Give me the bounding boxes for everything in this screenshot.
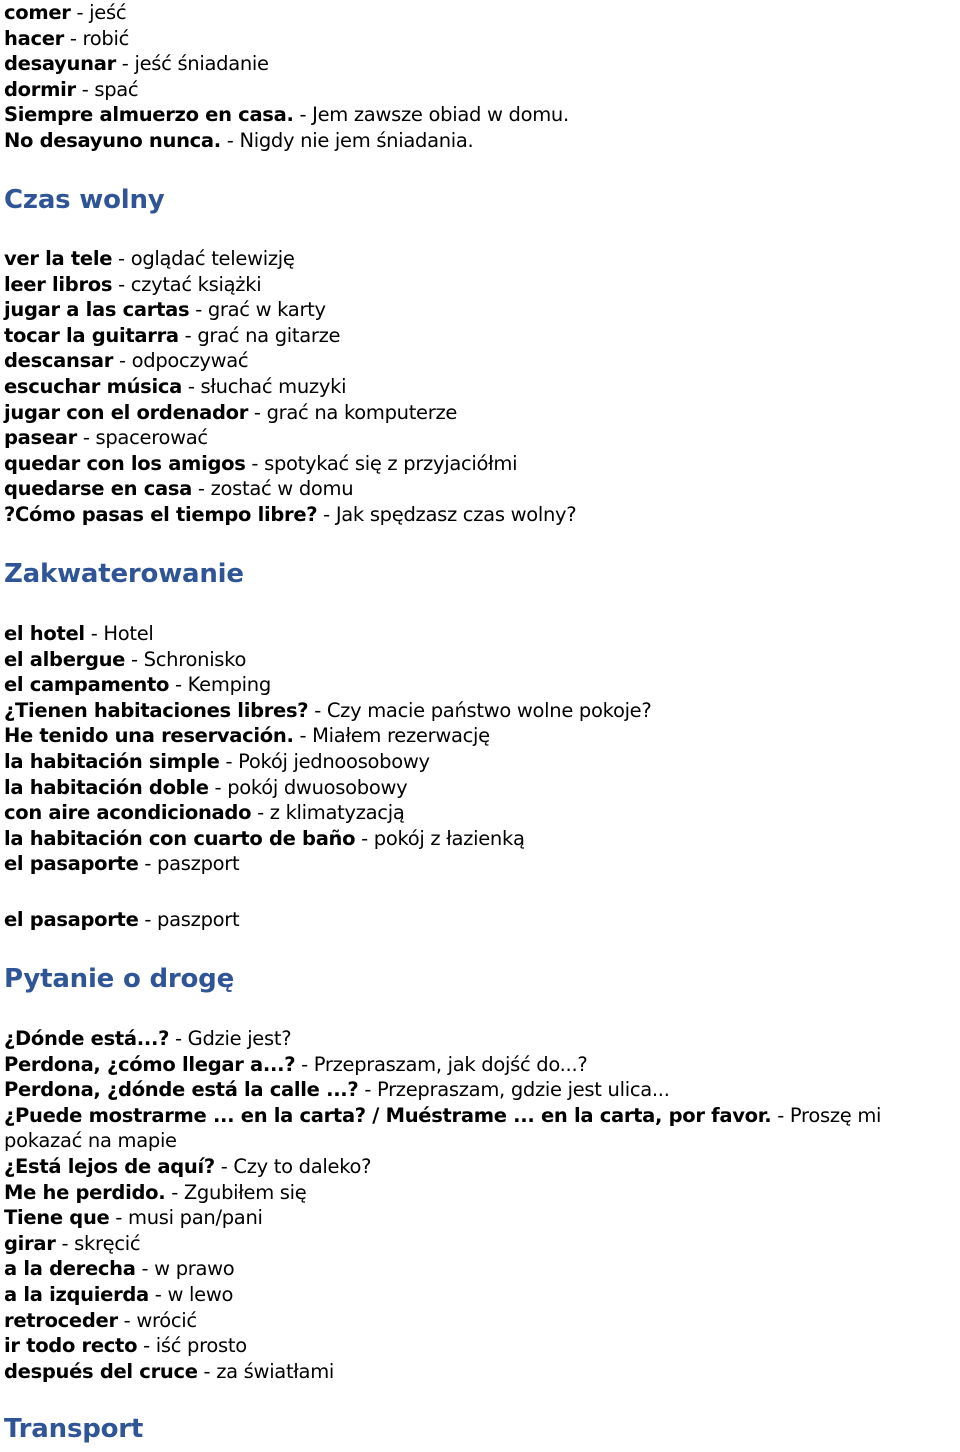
spanish-term: jugar con el ordenador [4,400,249,424]
spanish-term: la habitación con cuarto de baño [4,826,356,850]
separator: - [214,1154,234,1178]
vocab-row [4,128,960,154]
spanish-term: Perdona, ¿dónde está la calle ...? [4,1078,359,1102]
separator: - [55,1231,75,1255]
polish-translation: spacerować [95,426,208,450]
separator: - [165,1180,184,1204]
vocab-row [4,348,960,374]
spanish-term: quedarse en casa [4,477,193,501]
spanish-term: hacer [4,26,64,50]
polish-translation: Jak spędzasz czas wolny? [335,502,577,526]
separator: - [208,775,228,799]
vocab-row [4,1052,960,1078]
spanish-term: Siempre almuerzo en casa. [4,103,294,127]
spanish-term: ¿Puede mostrarme ... en la carta? / Muéstrame ... en la carta, por favor. [4,1103,772,1127]
spanish-term: ¿Está lejos de aquí? [4,1154,215,1178]
polish-translation: Hotel [103,622,154,645]
vocab-row [4,775,960,801]
vocab-row [4,1154,960,1180]
spanish-term: el hotel [4,622,85,645]
polish-translation: Jem zawsze obiad w domu. [312,103,569,127]
polish-translation: grać na gitarze [197,323,341,347]
polish-translation: Kemping [187,673,271,697]
separator: - [125,647,144,671]
spanish-term: el campamento [4,673,170,697]
vocab-row [4,1103,960,1154]
vocab-row [4,77,960,103]
polish-translation: Gdzie jest? [187,1027,292,1050]
polish-translation: w lewo [167,1282,234,1306]
polish-translation: Schronisko [143,647,247,671]
spanish-term: jugar a las cartas [4,298,190,322]
separator: - [251,801,270,825]
vocab-row [4,621,960,647]
separator: - [112,272,131,296]
separator: - [293,103,313,127]
spanish-term: desayunar [4,52,116,76]
polish-translation: słuchać muzyki [200,374,347,398]
vocab-row [4,1282,960,1308]
vocab-row [4,476,960,502]
spanish-term: ¿Dónde está...? [4,1027,170,1050]
separator: - [109,1206,129,1230]
separator: - [355,826,374,850]
vocab-row [4,246,960,272]
vocab-row [4,323,960,349]
polish-translation: musi pan/pani [128,1206,263,1230]
spanish-term: Tiene que [4,1206,110,1230]
vocab-row [4,749,960,775]
spanish-term: Perdona, ¿cómo llegar a...? [4,1052,296,1076]
vocab-row [4,907,960,933]
vocab-row [4,1308,960,1334]
polish-translation: robić [82,26,130,50]
vocab-row [4,826,960,852]
vocab-row [4,851,960,877]
intro-vocab-list [4,0,960,154]
vocab-row [4,400,960,426]
vocab-row [4,1205,960,1231]
zakwaterowanie-vocab-list [4,621,960,877]
spanish-term: ir todo recto [4,1334,138,1358]
separator: - [178,323,198,347]
separator: - [63,26,83,50]
section-heading-zakwaterowanie: Zakwaterowanie [4,559,244,589]
separator: - [308,698,327,722]
spanish-term: quedar con los amigos [4,451,246,475]
vocab-row [4,1180,960,1206]
polish-translation: w prawo [154,1257,235,1281]
spanish-term: Me he perdido. [4,1180,166,1204]
polish-translation: spać [94,77,139,101]
spanish-term: tocar la guitarra [4,323,179,347]
polish-translation: paszport [157,852,240,876]
spanish-term: después del cruce [4,1359,198,1383]
polish-translation: Zgubiłem się [183,1180,307,1204]
separator: - [771,1103,790,1127]
separator: - [293,724,313,748]
polish-translation: Proszę mi pokazać na mapie [4,1103,882,1153]
separator: - [182,374,201,398]
separator: - [138,852,158,876]
polish-translation: iść prosto [155,1334,247,1358]
spanish-term: dormir [4,77,76,101]
polish-translation: pokój z łazienką [373,826,525,850]
polish-translation: grać na komputerze [266,400,458,424]
spanish-term: pasear [4,426,77,450]
spanish-term: ver la tele [4,247,113,270]
polish-translation: spotykać się z przyjaciółmi [264,451,518,475]
polish-translation: Miałem rezerwację [312,724,490,748]
section-heading-pytanie-o-droge: Pytanie o drogę [4,964,235,994]
spanish-term: retroceder [4,1308,118,1332]
vocab-row [4,800,960,826]
separator: - [112,247,131,270]
spanish-term: ?Cómo pasas el tiempo libre? [4,502,318,526]
polish-translation: Przepraszam, gdzie jest ulica... [376,1078,670,1102]
vocab-row [4,647,960,673]
polish-translation: jeść [89,1,127,24]
separator: - [220,128,240,152]
spanish-term: el pasaporte [4,908,139,931]
vocab-row [4,1333,960,1359]
vocab-row [4,1077,960,1103]
separator: - [169,1027,188,1050]
separator: - [84,622,104,645]
vocab-row [4,451,960,477]
zakwaterowanie-extra-row [4,907,960,933]
vocab-row [4,1231,960,1257]
separator: - [113,349,132,373]
vocab-row [4,102,960,128]
separator: - [245,451,265,475]
separator: - [117,1308,137,1332]
separator: - [70,1,90,24]
czas-wolny-vocab-list [4,246,960,528]
separator: - [138,908,158,931]
spanish-term: la habitación doble [4,775,209,799]
spanish-term: He tenido una reservación. [4,724,294,748]
vocab-row [4,425,960,451]
spanish-term: a la izquierda [4,1282,149,1306]
separator: - [135,1257,155,1281]
vocab-row [4,672,960,698]
polish-translation: Czy to daleko? [233,1154,372,1178]
polish-translation: z klimatyzacją [269,801,405,825]
polish-translation: Nigdy nie jem śniadania. [239,128,474,152]
polish-translation: wrócić [136,1308,197,1332]
vocab-row [4,1256,960,1282]
separator: - [248,400,267,424]
vocab-row [4,0,960,26]
spanish-term: a la derecha [4,1257,136,1281]
separator: - [76,426,96,450]
spanish-term: No desayuno nunca. [4,128,221,152]
spanish-term: ¿Tienen habitaciones libres? [4,698,309,722]
spanish-term: la habitación simple [4,749,220,773]
separator: - [317,502,336,526]
vocab-row [4,51,960,77]
separator: - [358,1078,377,1102]
spanish-term: descansar [4,349,114,373]
spanish-term: escuchar música [4,374,182,398]
vocab-row [4,1026,960,1052]
polish-translation: oglądać telewizję [130,247,295,270]
vocab-row [4,297,960,323]
separator: - [115,52,135,76]
vocab-row [4,502,960,528]
polish-translation: skręcić [74,1231,141,1255]
polish-translation: Przepraszam, jak dojść do...? [313,1052,588,1076]
polish-translation: grać w karty [207,298,326,322]
vocab-row [4,374,960,400]
separator: - [192,477,211,501]
spanish-term: el albergue [4,647,126,671]
separator: - [197,1359,217,1383]
separator: - [295,1052,314,1076]
vocab-row [4,26,960,52]
spanish-term: el pasaporte [4,852,139,876]
section-heading-czas-wolny: Czas wolny [4,185,165,215]
spanish-term: girar [4,1231,56,1255]
spanish-term: leer libros [4,272,113,296]
vocab-row [4,698,960,724]
polish-translation: pokój dwuosobowy [227,775,408,799]
vocab-row [4,1359,960,1385]
polish-translation: paszport [157,908,240,931]
polish-translation: zostać w domu [210,477,354,501]
polish-translation: jeść śniadanie [134,52,269,76]
separator: - [189,298,208,322]
separator: - [75,77,95,101]
separator: - [137,1334,156,1358]
spanish-term: comer [4,1,71,24]
vocab-row [4,272,960,298]
separator: - [148,1282,168,1306]
polish-translation: Pokój jednoosobowy [238,749,430,773]
polish-translation: czytać książki [130,272,262,296]
polish-translation: odpoczywać [131,349,249,373]
spanish-term: con aire acondicionado [4,801,252,825]
separator: - [169,673,188,697]
pytanie-vocab-list [4,1026,960,1384]
polish-translation: za światłami [216,1359,335,1383]
polish-translation: Czy macie państwo wolne pokoje? [326,698,652,722]
section-heading-transport: Transport [4,1414,144,1444]
separator: - [219,749,239,773]
vocab-row [4,723,960,749]
